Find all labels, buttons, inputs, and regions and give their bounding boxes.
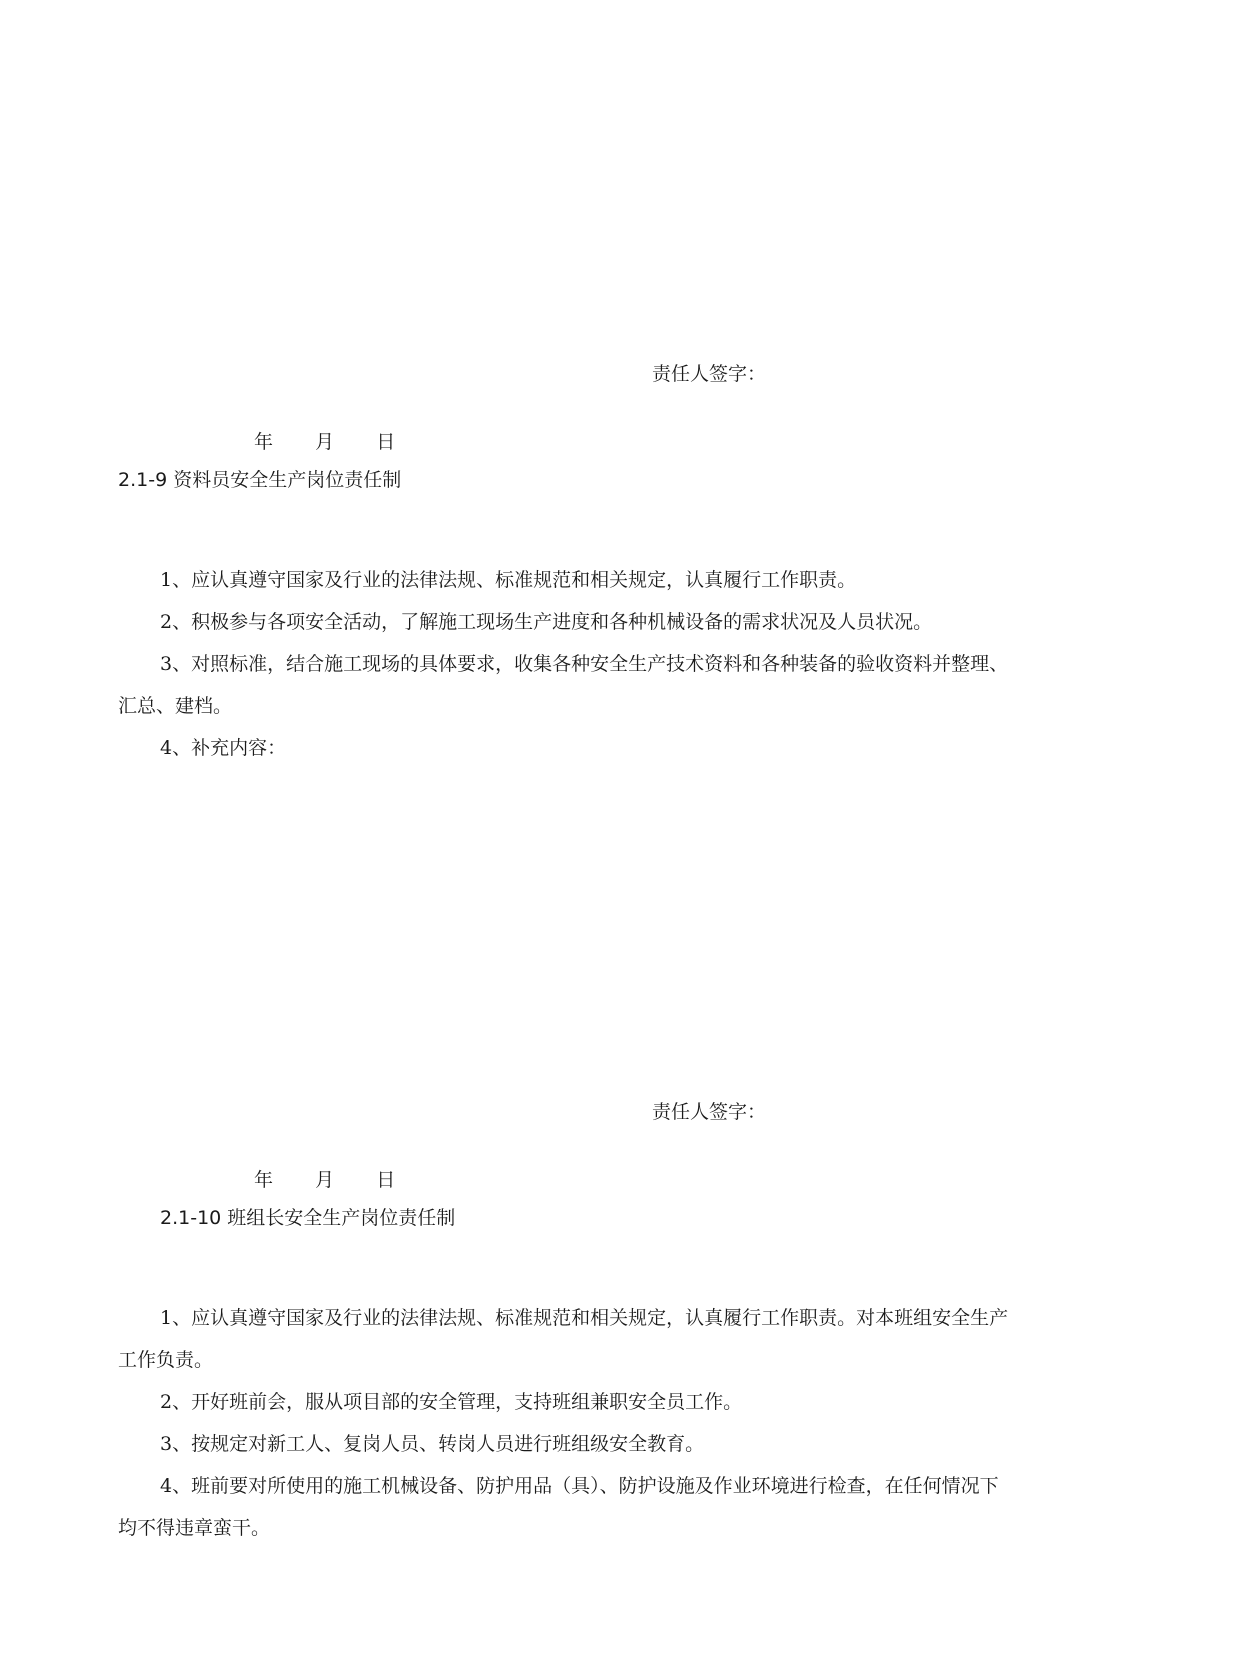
list-item: 1、应认真遵守国家及行业的法律法规、标准规范和相关规定，认真履行工作职责。 xyxy=(160,569,857,591)
list-item: 4、补充内容： xyxy=(160,737,287,759)
section-heading: 2.1-10 班组长安全生产岗位责任制 xyxy=(160,1207,456,1229)
list-item: 4、班前要对所使用的施工机械设备、防护用品（具）、防护设施及作业环境进行检查，在任何情况下 xyxy=(160,1475,999,1497)
date-day: 日 xyxy=(376,1169,396,1191)
list-item: 3、对照标准，结合施工现场的具体要求，收集各种安全生产技术资料和各种装备的验收资料并整理、 xyxy=(160,653,1009,675)
list-item: 2、积极参与各项安全活动，了解施工现场生产进度和各种机械设备的需求状况及人员状况。 xyxy=(160,611,933,633)
signature-label: 责任人签字： xyxy=(652,363,767,385)
list-item: 1、应认真遵守国家及行业的法律法规、标准规范和相关规定，认真履行工作职责。对本班组安全生产 xyxy=(160,1307,1009,1329)
date-month: 月 xyxy=(315,431,335,453)
list-item-continuation: 均不得违章蛮干。 xyxy=(118,1517,271,1539)
signature-label: 责任人签字： xyxy=(652,1101,767,1123)
date-day: 日 xyxy=(376,431,396,453)
section-heading: 2.1-9 资料员安全生产岗位责任制 xyxy=(118,469,402,491)
list-item: 3、按规定对新工人、复岗人员、转岗人员进行班组级安全教育。 xyxy=(160,1433,705,1455)
list-item: 2、开好班前会，服从项目部的安全管理，支持班组兼职安全员工作。 xyxy=(160,1391,743,1413)
date-year: 年 xyxy=(254,1169,274,1191)
date-month: 月 xyxy=(315,1169,335,1191)
list-item-continuation: 汇总、建档。 xyxy=(118,695,233,717)
date-line xyxy=(254,430,395,454)
date-year: 年 xyxy=(254,431,274,453)
date-line xyxy=(254,1168,395,1192)
list-item-continuation: 工作负责。 xyxy=(118,1349,214,1371)
